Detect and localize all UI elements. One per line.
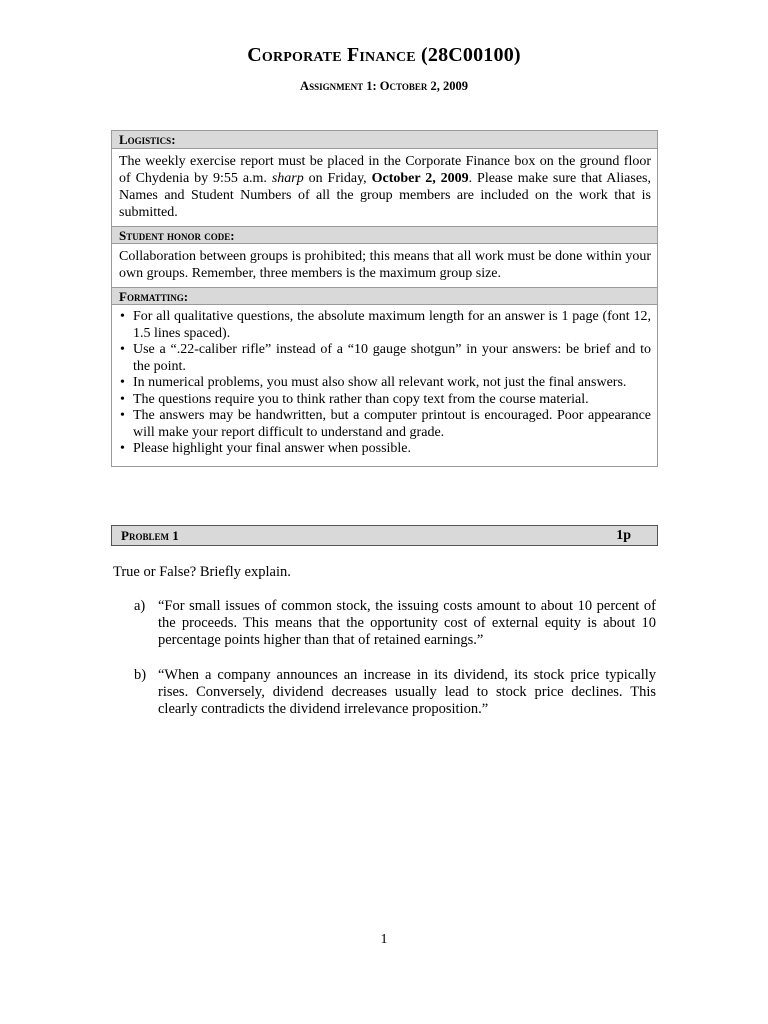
formatting-item — [120, 342, 651, 375]
formatting-item — [120, 392, 651, 409]
bullet-icon: • — [120, 342, 125, 357]
logistics-text-part-1: The weekly exercise report must be placed in the Corporate Finance box on the ground floor of Chydenia by 9:55 a.m. — [119, 154, 651, 186]
logistics-text-part-2: on Friday, — [303, 171, 372, 186]
problem-points: 1p — [616, 528, 631, 543]
question-item — [134, 598, 656, 649]
honor-code-text: Collaboration between groups is prohibited; this means that all work must be done within your own groups. Remember, three members is the maximum group size. — [119, 249, 651, 281]
formatting-heading: Formatting: — [112, 287, 657, 305]
formatting-item-text: For all qualitative questions, the absolute maximum length for an answer is 1 page (font 12, 1.5 lines spaced). — [133, 309, 651, 341]
logistics-text-part-3: . Please make sure that Aliases, Names and Student Numbers of all the group members are included on the work that is submitted. — [119, 171, 651, 220]
logistics-heading: Logistics: — [112, 131, 657, 149]
bullet-icon: • — [120, 408, 125, 423]
question-label: a) — [134, 598, 146, 614]
logistics-text — [119, 153, 651, 221]
problem-label: Problem 1 — [121, 528, 179, 543]
formatting-item — [120, 309, 651, 342]
logistics-deadline-date: October 2, 2009 — [371, 171, 469, 186]
page-number: 1 — [380, 932, 388, 947]
logistics-body — [112, 149, 657, 226]
document-title: Corporate Finance (28C00100) — [247, 44, 521, 66]
problem-header — [111, 525, 658, 546]
formatting-item-text: The answers may be handwritten, but a computer printout is encouraged. Poor appearance will make your report difficult to understand and grade. — [133, 408, 651, 440]
assignment-subtitle: Assignment 1: October 2, 2009 — [300, 79, 468, 93]
question-label: b) — [134, 667, 147, 683]
formatting-item-text: The questions require you to think rather than copy text from the course material. — [133, 391, 589, 407]
bullet-icon: • — [120, 309, 125, 324]
formatting-item — [120, 408, 651, 441]
question-text: “For small issues of common stock, the issuing costs amount to about 10 percent of the proceeds. This means that the opportunity cost of external equity is about 10 percentage points higher than that of retained earnings.” — [158, 598, 656, 648]
formatting-list — [112, 305, 657, 464]
bullet-icon: • — [120, 375, 125, 390]
formatting-item — [120, 441, 651, 458]
formatting-item-text: Please highlight your final answer when possible. — [133, 441, 412, 456]
instructions-box — [111, 130, 658, 467]
honor-code-heading: Student honor code: — [112, 226, 657, 244]
question-item — [134, 667, 656, 718]
logistics-sharp: sharp — [271, 171, 304, 186]
formatting-item-text: Use a “.22-caliber rifle” instead of a “10 gauge shotgun” in your answers: be brief and to the point. — [133, 342, 651, 374]
bullet-icon: • — [120, 391, 125, 407]
bullet-icon: • — [120, 441, 125, 456]
honor-code-body — [112, 244, 657, 287]
formatting-item-text: In numerical problems, you must also show all relevant work, not just the final answers. — [133, 375, 627, 390]
question-text: “When a company announces an increase in its dividend, its stock price typically rises. Conversely, dividend decreases usually lead to stock price declines. This clearly contradicts the dividend irrelevance proposition.” — [158, 667, 656, 717]
problem-intro: True or False? Briefly explain. — [113, 564, 291, 580]
formatting-item — [120, 375, 651, 392]
